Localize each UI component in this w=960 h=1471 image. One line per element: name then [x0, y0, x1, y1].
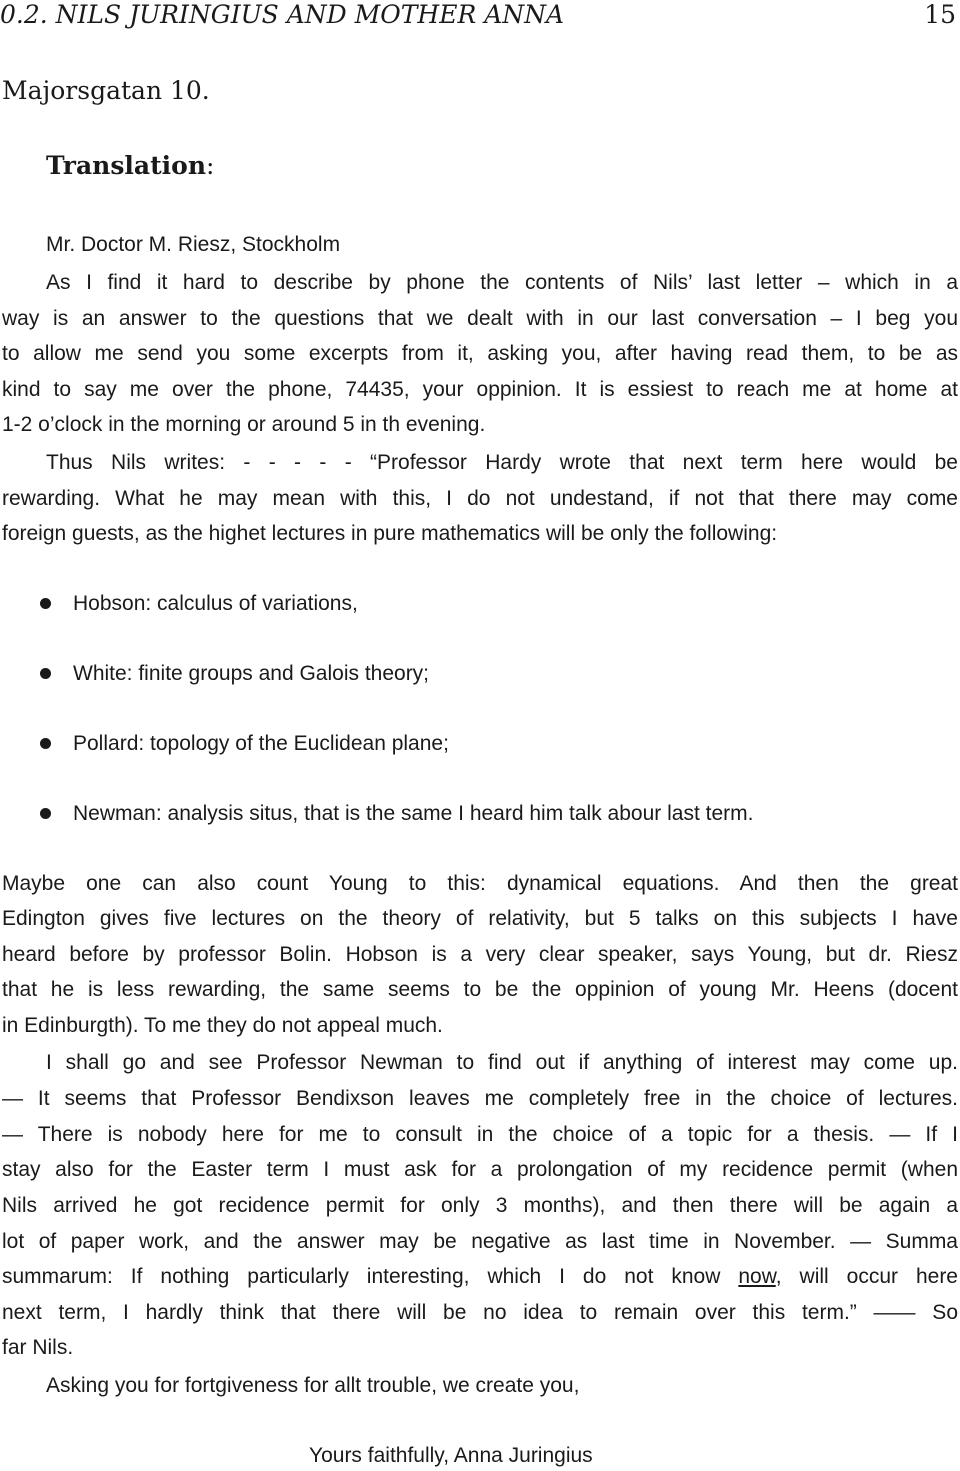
salutation: Mr. Doctor M. Riesz, Stockholm [46, 233, 341, 256]
bullet-icon [40, 598, 51, 609]
para3-line: in Edinburgth). To me they do not appeal much. [2, 1014, 443, 1037]
para4-line: lot of paper work, and the answer may be negative as last time in November. — Summa [2, 1230, 958, 1253]
para3-line: Edington gives five lectures on the theory of relativity, but 5 talks on this subjects I have [2, 907, 958, 930]
translation-heading-colon: : [206, 151, 215, 180]
para1-line: to allow me send you some excerpts from it, asking you, after having read them, to be as [2, 342, 958, 365]
list-item-text: Newman: analysis situs, that is the same I heard him talk abour last term. [73, 802, 754, 825]
para4-line: I shall go and see Professor Newman to find out if anything of interest may come up. [46, 1051, 958, 1074]
bullet-icon [40, 808, 51, 819]
para2-line: rewarding. What he may mean with this, I do not undestand, if not that there may come [2, 487, 958, 510]
para3-line: Maybe one can also count Young to this: dynamical equations. And then the great [2, 872, 958, 895]
para2-line: Thus Nils writes: - - - - - “Professor Hardy wrote that next term here would be [46, 451, 958, 474]
para1-line: way is an answer to the questions that we dealt with in our last conversation – I beg you [2, 307, 958, 330]
para3-line: heard before by professor Bolin. Hobson is a very clear speaker, says Young, but dr. Riesz [2, 943, 958, 966]
list-item-text: Hobson: calculus of variations, [73, 592, 358, 615]
page-number: 15 [924, 0, 956, 29]
translation-heading [46, 151, 214, 181]
list-item-text: White: finite groups and Galois theory; [73, 662, 430, 685]
para2-line: foreign guests, as the highet lectures in pure mathematics will be only the following: [2, 522, 778, 545]
para3-line: that he is less rewarding, the same seems to be the oppinion of young Mr. Heens (docent [2, 978, 958, 1001]
para4-line-underlined [2, 1264, 958, 1289]
para4-line: far Nils. [2, 1336, 74, 1359]
address: Majorsgatan 10. [2, 76, 210, 105]
underlined-word: now [738, 1265, 776, 1288]
para4-line: — There is nobody here for me to consult in the choice of a topic for a thesis. — If I [2, 1123, 958, 1146]
translation-heading-label: Translation [46, 151, 206, 180]
para1-line: As I find it hard to describe by phone the contents of Nils’ last letter – which in a [46, 271, 958, 294]
bullet-icon [40, 738, 51, 749]
para4-line-part: , will occur here [775, 1265, 958, 1288]
para4-line: stay also for the Easter term I must ask for a prolongation of my recidence permit (when [2, 1158, 958, 1181]
running-header-section: 0.2. NILS JURINGIUS AND MOTHER ANNA [0, 0, 565, 29]
para4-line: — It seems that Professor Bendixson leaves me completely free in the choice of lectures. [2, 1087, 958, 1110]
bullet-icon [40, 668, 51, 679]
para1-line: 1-2 o’clock in the morning or around 5 in th evening. [2, 413, 486, 436]
para4-line: Nils arrived he got recidence permit for only 3 months), and then there will be again a [2, 1194, 958, 1217]
closing-request: Asking you for fortgiveness for allt trouble, we create you, [46, 1374, 580, 1397]
para1-line: kind to say me over the phone, 74435, your oppinion. It is essiest to reach me at home at [2, 378, 958, 401]
signature: Yours faithfully, Anna Juringius [309, 1444, 593, 1467]
para4-line: next term, I hardly think that there will be no idea to remain over this term.” —— So [2, 1301, 958, 1324]
para4-line-part: summarum: If nothing particularly interesting, which I do not know [2, 1265, 739, 1288]
list-item-text: Pollard: topology of the Euclidean plane; [73, 732, 449, 755]
